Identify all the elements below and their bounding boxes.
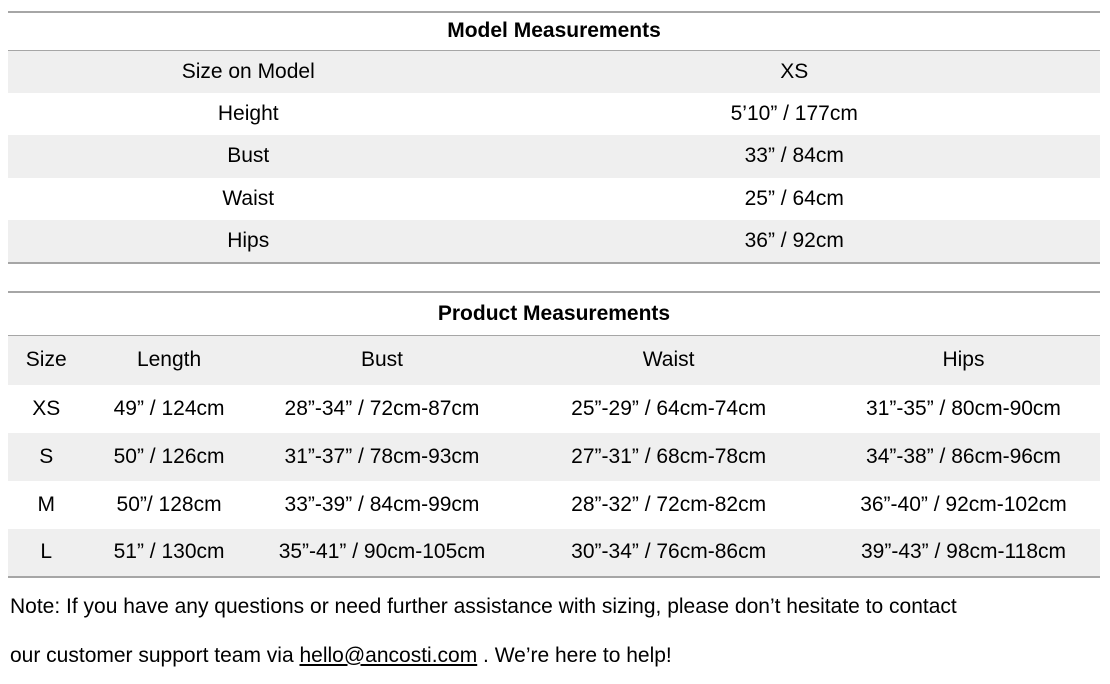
cell-hips: 39”-43” / 98cm-118cm [860,540,1066,563]
row-value: 5’10” / 177cm [730,101,858,125]
row-bust [8,135,1100,178]
product-measurements-table [8,291,1100,578]
cell-size: XS [32,396,61,420]
cell-hips: 34”-38” / 86cm-96cm [866,444,1061,468]
cell-size: S [39,444,54,468]
cell-length: 50” / 126cm [113,444,225,468]
row-l [8,529,1100,577]
cell-bust: 31”-37” / 78cm-93cm [284,444,480,468]
column-header-hips: Hips [942,348,985,372]
column-header-waist: Waist [642,348,695,372]
row-hips [8,220,1100,263]
row-size-on-model [8,50,1100,93]
row-label: Waist [222,186,275,210]
cell-waist: 28”-32” / 72cm-82cm [571,492,767,516]
row-label: Size on Model [181,59,315,83]
product-table-header-row [8,336,1100,385]
cell-bust: 35”-41” / 90cm-105cm [278,540,486,563]
product-table-title-row [8,292,1100,336]
model-table-title: Model Measurements [8,12,1100,50]
row-m [8,481,1100,529]
sizing-note [8,582,1100,680]
row-value: 36” / 92cm [744,228,844,252]
cell-hips: 36”-40” / 92cm-102cm [860,492,1067,516]
cell-length: 49” / 124cm [113,396,225,420]
cell-length: 50”/ 128cm [116,492,222,516]
note-line-2-suffix: . We’re here to help! [477,643,672,667]
row-label: Hips [227,228,270,252]
cell-bust: 33”-39” / 84cm-99cm [284,492,480,516]
row-s [8,433,1100,481]
row-height [8,93,1100,136]
cell-waist: 27”-31” / 68cm-78cm [571,444,767,468]
row-label: Bust [227,144,270,168]
cell-size: M [37,492,55,516]
row-value: 33” / 84cm [744,144,844,168]
cell-waist: 25”-29” / 64cm-74cm [571,396,767,420]
cell-waist: 30”-34” / 76cm-86cm [571,540,767,563]
row-waist [8,178,1100,221]
row-value: 25” / 64cm [744,186,844,210]
cell-bust: 28”-34” / 72cm-87cm [284,396,480,420]
product-table-title: Product Measurements [8,292,1100,336]
column-header-size: Size [25,348,67,372]
cell-size: L [40,540,53,563]
support-email-link[interactable]: hello@ancosti.com [299,643,478,667]
column-header-length: Length [136,348,202,372]
row-value: XS [780,59,809,83]
column-header-bust: Bust [360,348,403,372]
cell-hips: 31”-35” / 80cm-90cm [866,396,1061,420]
cell-length: 51” / 130cm [113,540,225,563]
note-line-2 [10,631,1100,680]
note-line-1: Note: If you have any questions or need further assistance with sizing, please don’t hesitate to contact [10,594,957,618]
row-label: Height [217,101,279,125]
model-table-title-row [8,12,1100,50]
row-xs [8,385,1100,433]
note-line-2-prefix: our customer support team via [10,643,300,667]
model-measurements-table [8,11,1100,264]
